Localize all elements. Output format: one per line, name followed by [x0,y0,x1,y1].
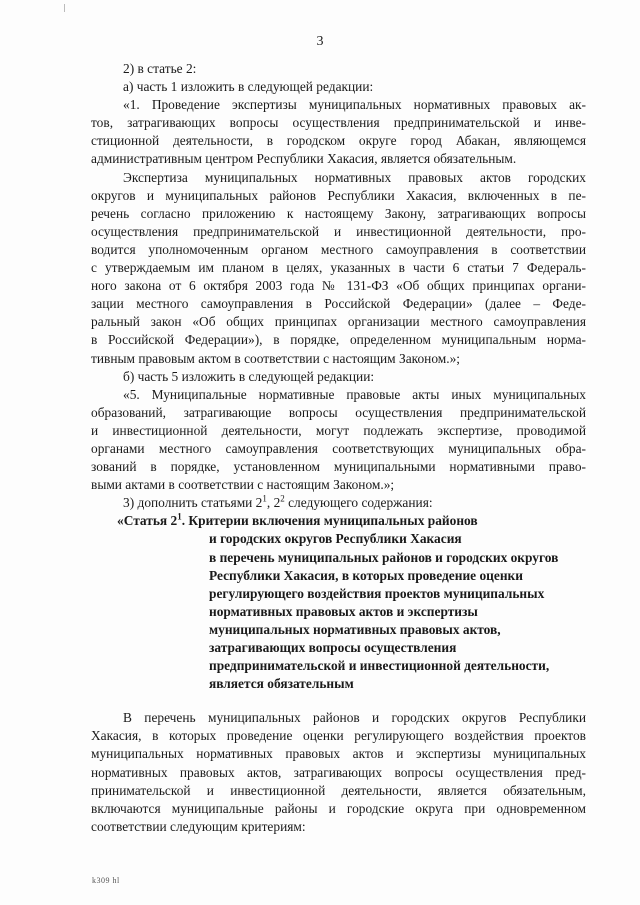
text-line: нормативных правовых актов, затрагивающих вопросы осуществления пред- [91,764,586,780]
text-line: образований, затрагивающие вопросы осуществления предпринимательской [91,404,586,420]
article-heading-line: Республики Хакасия, в которых проведение оценки [209,567,523,583]
text-line: соответствии следующим критериям: [91,818,306,834]
scan-mark [64,4,65,12]
article-heading-line: муниципальных нормативных правовых актов, [209,621,501,637]
text-line: Хакасия, в которых проведение оценки регулирующего воздействия проектов [91,728,586,744]
article-heading-line: затрагивающих вопросы осуществления [209,640,457,655]
text-line: выми актами в соответствии с настоящим Законом.»; [91,477,395,493]
text-line: в Российской Федерации»), в порядке, определенном муниципальным норма- [91,332,586,348]
footer-code: k309 hl [92,876,120,885]
article-heading-line: в перечень муниципальных районов и городских округов [209,549,559,565]
text-line: принимательской и инвестиционной деятельности, является обязательным, [91,782,586,798]
text-line: стиционной деятельности, в городском округе город Абакан, являющемся [91,133,586,149]
article-heading-line: нормативных правовых актов и экспертизы [209,603,478,619]
text-line: осуществления предпринимательской и инвестиционной деятельности, про- [91,223,586,239]
article-heading: «Статья $2^1$. Критерии включения муниципальных районов [117,511,478,529]
text-line: «5. Муниципальные нормативные правовые акты иных муниципальных [123,386,586,402]
spacer [91,693,586,709]
text-line: тов, затрагивающих вопросы осуществления предпринимательской и инве- [91,115,586,131]
text-line: «1. Проведение экспертизы муниципальных нормативных правовых ак- [123,97,586,113]
text-line: органами местного самоуправления соответствующих муниципальных обра- [91,440,586,456]
text-line: и инвестиционной деятельности, могут подлежать экспертизе, проводимой [91,422,586,438]
document-body [91,60,586,836]
text-line: административным центром Республики Хакасия, является обязательным. [91,151,517,167]
amendment-line: 3) дополнить статьями $2^1$, $2^2$ следующего содержания: [123,493,433,511]
article-heading-line: регулирующего воздействия проектов муниципальных [209,585,545,601]
page-number: 3 [316,34,324,49]
text-line: зований в порядке, установленном муниципальными нормативными право- [91,459,586,475]
article-heading-line: и городских округов Республики Хакасия [209,531,462,547]
text-line: с утверждаемым им планом в целях, указанных в части 6 статьи 7 Федераль- [91,260,586,276]
text-line: В перечень муниципальных районов и городских округов Республики [123,710,586,726]
text-line: 2) в статье 2: [123,61,197,76]
article-heading-line: является обязательным [209,676,354,692]
text-line: ного закона от 6 октября 2003 года № 131-ФЗ «Об общих принципах органи- [91,278,586,294]
text-line: муниципальных нормативных правовых актов и экспертизы муниципальных [91,746,586,762]
text-line: Экспертиза муниципальных нормативных правовых актов городских [123,169,586,185]
text-line: а) часть 1 изложить в следующей редакции: [123,79,374,95]
text-line: тивным правовым актом в соответствии с настоящим Законом.»; [91,350,461,366]
text-line: ральный закон «Об общих принципах организации местного самоуправления [91,314,586,330]
text-line: водится уполномоченным органом местного самоуправления в соответствии [91,241,586,257]
text-line: речень согласно приложению к настоящему Закону, затрагивающих вопросы [91,205,586,221]
article-heading-line: предпринимательской и инвестиционной деятельности, [209,658,550,674]
text-line: зации местного самоуправления в Российской Федерации» (далее – Феде- [91,296,586,312]
text-line: округов и муниципальных районов Республики Хакасия, включенных в пе- [91,187,586,203]
text-line: включаются муниципальные районы и городские округа при одновременном [91,800,586,816]
text-line: б) часть 5 изложить в следующей редакции: [123,368,375,384]
